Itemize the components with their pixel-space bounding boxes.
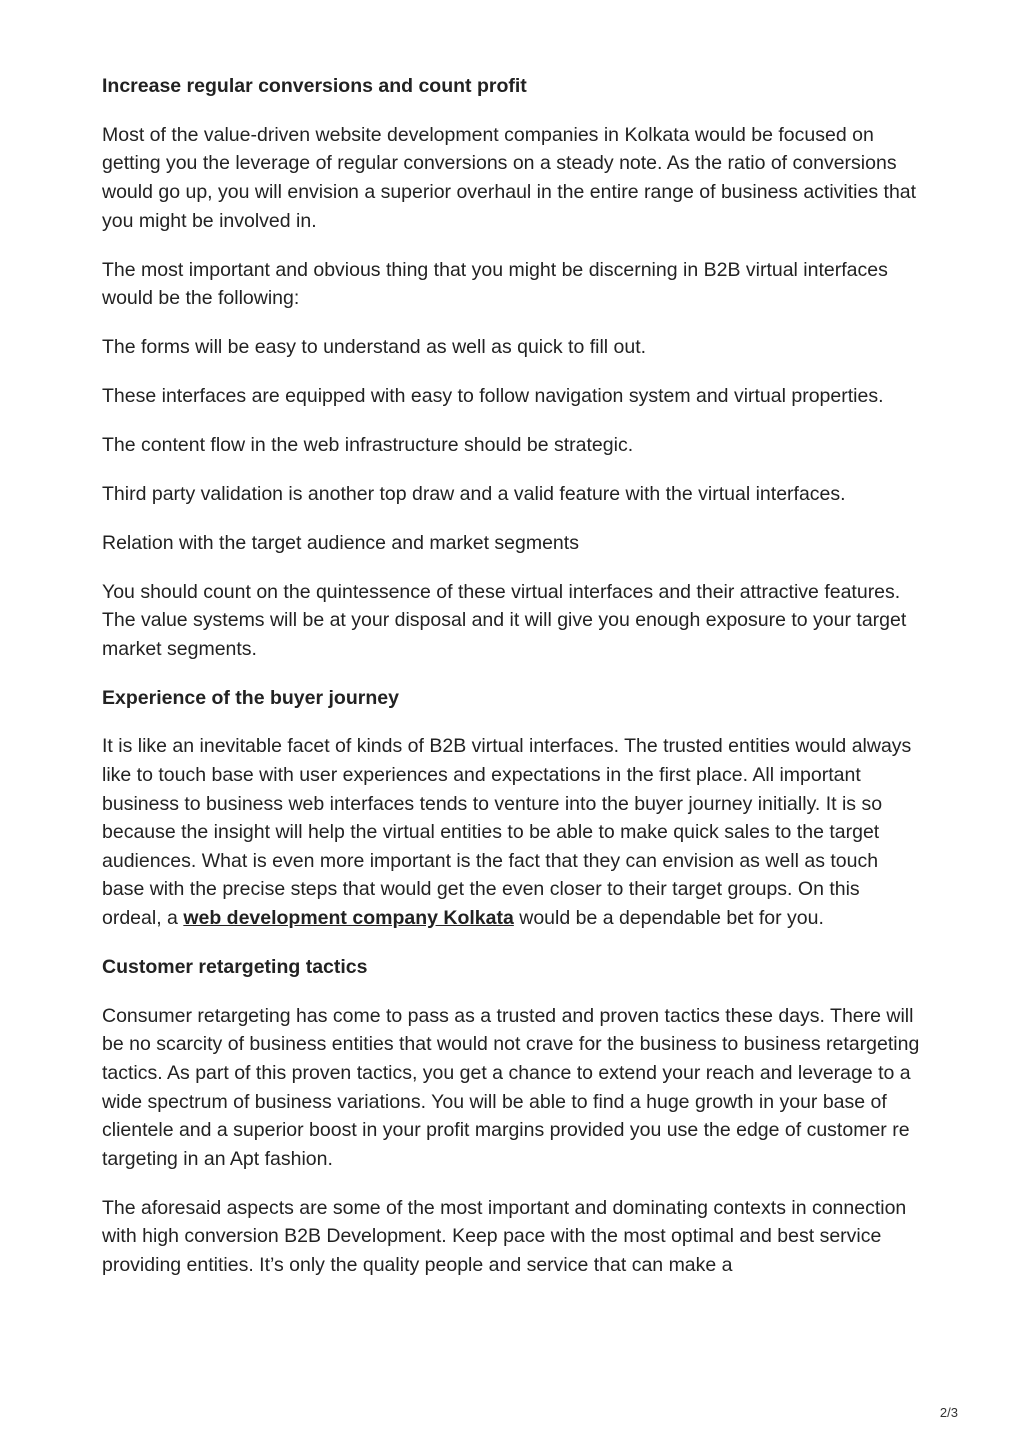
paragraph-buyer-journey-text: It is like an inevitable facet of kinds of B2B virtual interfaces. The trusted entities would always like to touch base with user experiences and expectations in the first place. All important business to business web interfaces tends to venture into the buyer journey initially. It is so because the insight will help the virtual entities to be able to make quick sales to the target audiences. What is even more important is the fact that they can envision as well as touch base with the precise steps that would get the even closer to their target groups. On this ordeal, a [102, 735, 912, 930]
paragraph-b2b-interfaces: The most important and obvious thing that you might be discerning in B2B virtual interfaces would be the following: [102, 258, 888, 310]
section-heading-conversions: Increase regular conversions and count profit [102, 75, 527, 97]
page-number: 2/3 [939, 1405, 958, 1420]
paragraph-conclusion: The aforesaid aspects are some of the most important and dominating contexts in connection with high conversion B2B Development. Keep pace with the most optimal and best service providing entities. It’s only the quality people and service that can make a [102, 1196, 907, 1276]
paragraph-third-party: Third party validation is another top draw and a valid feature with the virtual interfaces. [102, 482, 846, 505]
paragraph-forms: The forms will be easy to understand as well as quick to fill out. [102, 336, 647, 359]
paragraph-buyer-journey-tail: would be a dependable bet for you. [513, 907, 824, 930]
paragraph-content-flow: The content flow in the web infrastructure should be strategic. [102, 433, 634, 456]
paragraph-buyer-journey [102, 732, 924, 932]
section-heading-retargeting: Customer retargeting tactics [102, 955, 368, 978]
web-development-company-link[interactable]: web development company Kolkata [183, 907, 514, 930]
paragraph-quintessence: You should count on the quintessence of these virtual interfaces and their attractive features. The value systems will be at your disposal and it will give you enough exposure to your target market segments. [102, 580, 907, 660]
section-heading-buyer-journey: Experience of the buyer journey [102, 686, 399, 709]
document-body [102, 72, 924, 1300]
paragraph-navigation: These interfaces are equipped with easy to follow navigation system and virtual properties. [102, 384, 884, 407]
paragraph-retargeting: Consumer retargeting has come to pass as a trusted and proven tactics these days. There will be no scarcity of business entities that would not crave for the business to business retargeting tactics. As part of this proven tactics, you get a chance to extend your reach and leverage to a wide spectrum of business variations. You will be able to find a huge growth in your base of clientele and a superior boost in your profit margins provided you use the edge of customer re targeting in an Apt fashion. [102, 1004, 920, 1170]
paragraph-conversions-intro: Most of the value-driven website development companies in Kolkata would be focused on getting you the leverage of regular conversions on a steady note. As the ratio of conversions would go up, you will envision a superior overhaul in the entire range of business activities that you might be involved in. [102, 123, 917, 232]
paragraph-relation: Relation with the target audience and market segments [102, 531, 579, 554]
